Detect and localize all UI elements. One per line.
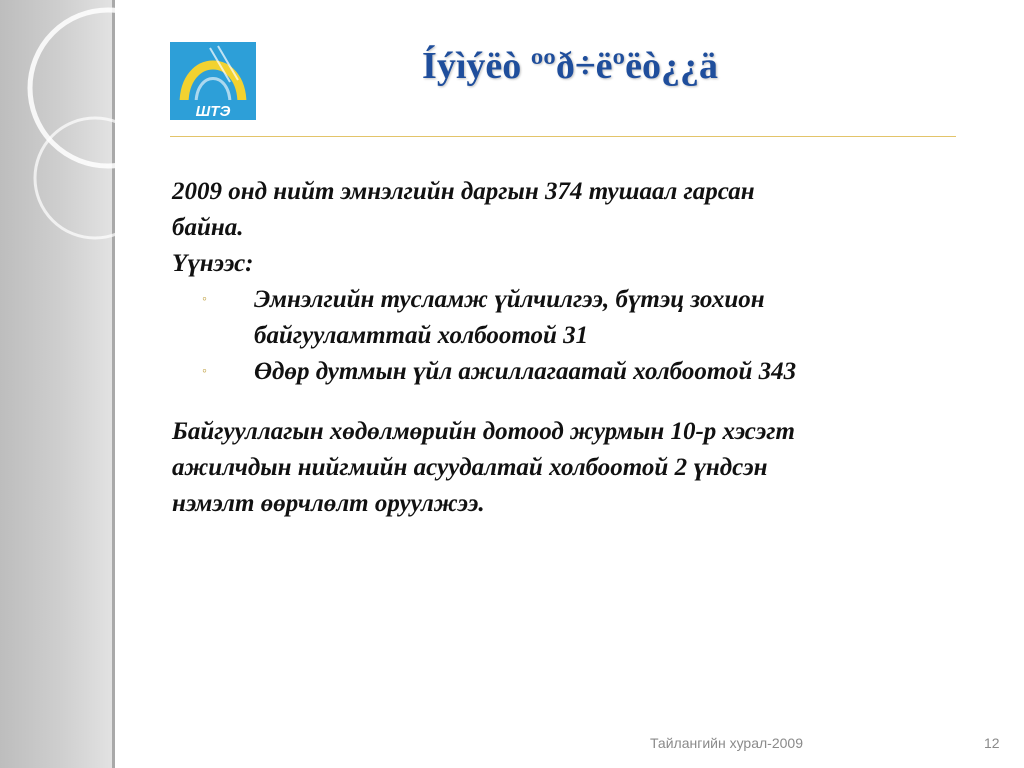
footer-text: Тайлангийн хурал-2009 (650, 735, 803, 751)
slide-body (172, 174, 972, 522)
paragraph-2-heading: Үүнээс: (172, 250, 254, 277)
logo-text: ШТЭ (195, 103, 231, 120)
title-divider (170, 136, 956, 137)
bullet-1-line-2: байгууламттай холбоотой 31 (254, 322, 589, 349)
bullet-icon: ◦ (202, 292, 207, 307)
list-item (172, 354, 972, 390)
slide-title: Íýìýëò ººð÷ëºëò¿¿ä (422, 45, 718, 87)
company-logo (170, 42, 256, 120)
paragraph-3-line-3: нэмэлт өөрчлөлт оруулжээ. (172, 490, 485, 517)
bullet-1-line-1: Эмнэлгийн тусламж үйлчилгээ, бүтэц зохион (254, 286, 765, 313)
paragraph-1-line-1: 2009 онд нийт эмнэлгийн даргын 374 тушаал гарсан (172, 178, 755, 205)
paragraph-3-line-1: Байгууллагын хөдөлмөрийн дотоод журмын 10-р хэсэгт (172, 418, 795, 445)
page-number: 12 (984, 735, 1000, 751)
bullet-2-line-1: Өдөр дутмын үйл ажиллагаатай холбоотой 343 (254, 358, 797, 385)
paragraph-1-line-2: байна. (172, 214, 244, 241)
bullet-icon: ◦ (202, 364, 207, 379)
list-item (172, 282, 972, 354)
decorative-circles (0, 0, 160, 260)
paragraph-3-line-2: ажилчдын нийгмийн асуудалтай холбоотой 2 үндсэн (172, 454, 768, 481)
